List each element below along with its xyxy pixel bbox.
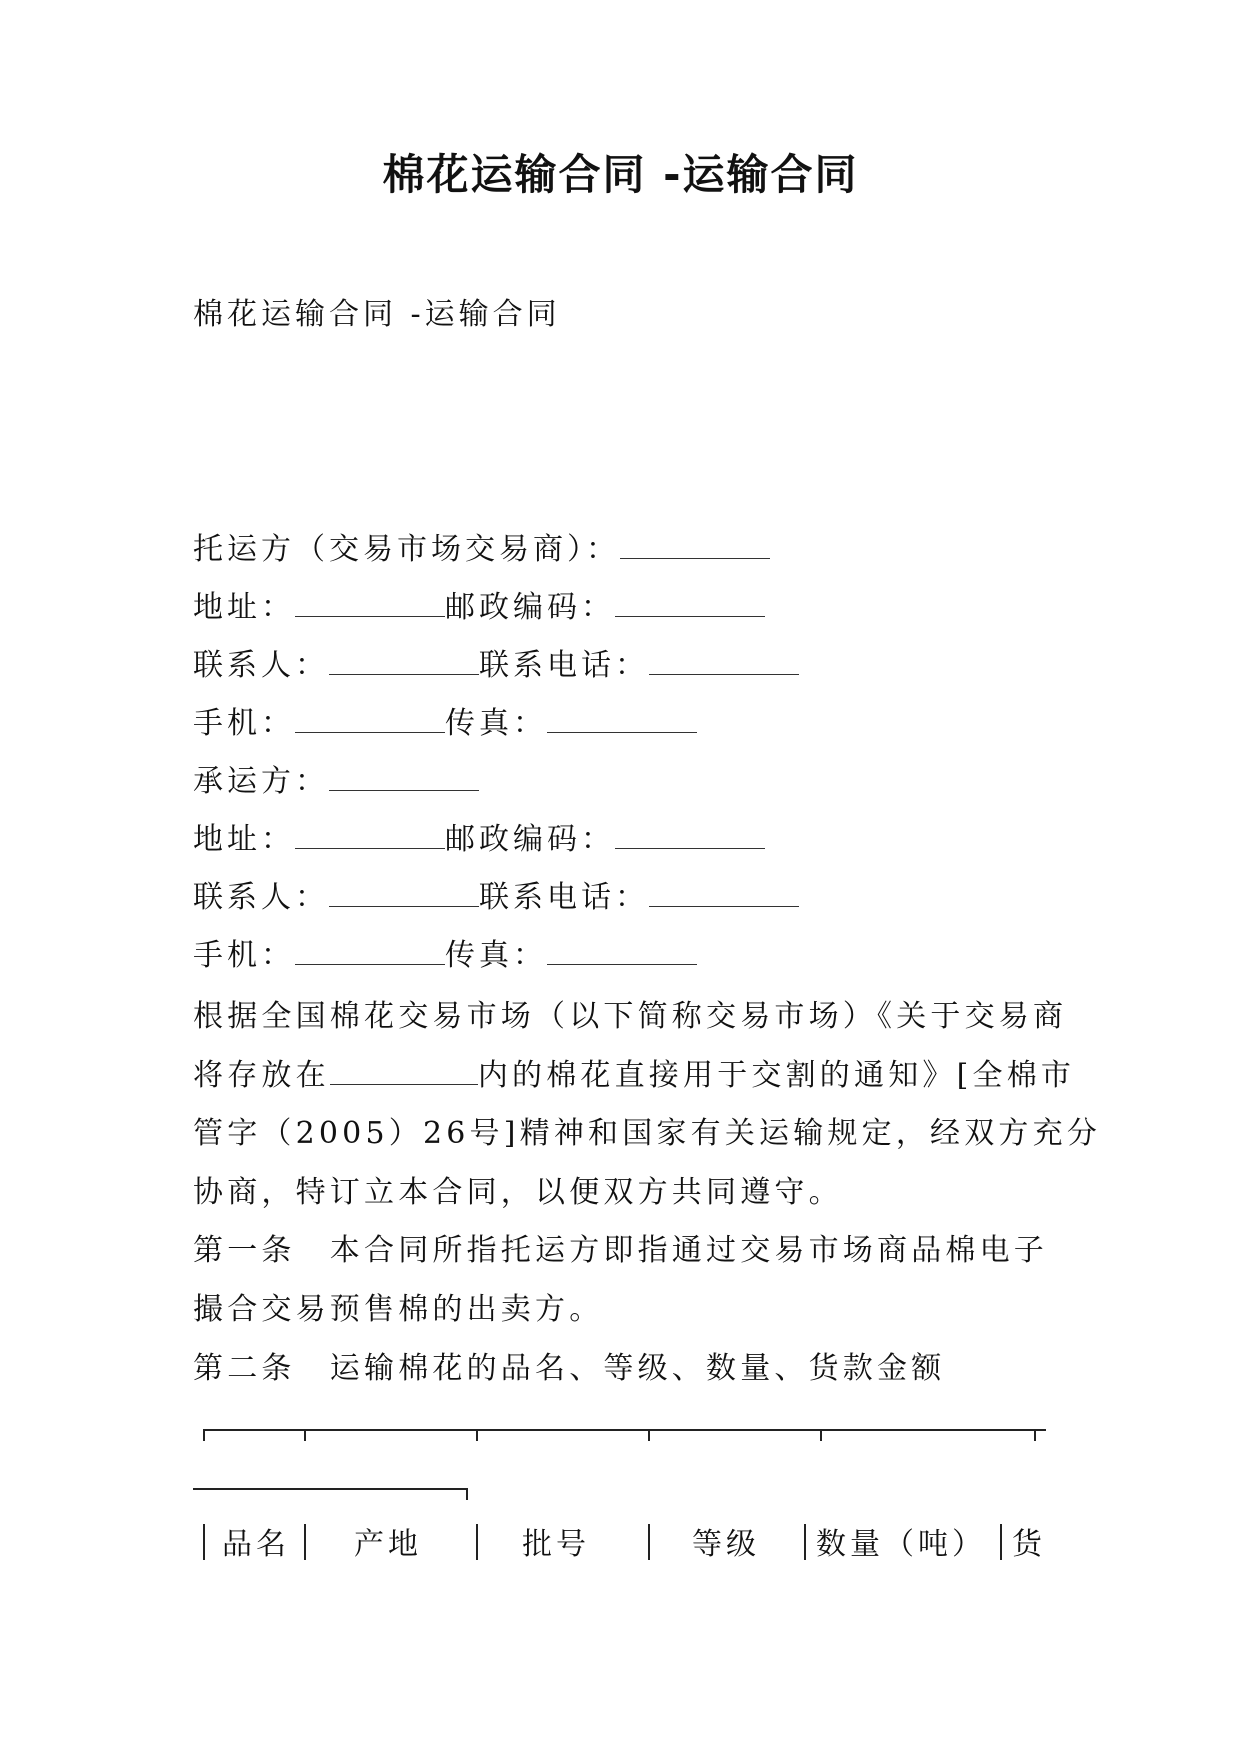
storage-location-blank[interactable] xyxy=(330,1058,478,1085)
table-col-sep xyxy=(804,1524,806,1560)
carrier-postcode-blank[interactable] xyxy=(615,822,765,849)
carrier-phone-blank[interactable] xyxy=(649,880,799,907)
shipper-mobile-row xyxy=(193,706,697,742)
shipper-phone-label: 联系电话： xyxy=(479,648,649,683)
preamble-line-2a: 将存放在 xyxy=(193,1057,330,1093)
carrier-fax-blank[interactable] xyxy=(547,938,697,965)
table-col-sep xyxy=(1000,1524,1002,1560)
shipper-address-label: 地址： xyxy=(193,590,295,625)
document-subtitle: 棉花运输合同 -运输合同 xyxy=(193,297,561,332)
table-corner-left xyxy=(203,1429,205,1441)
shipper-fax-blank[interactable] xyxy=(547,706,697,733)
table-wrap-border xyxy=(193,1488,467,1490)
table-col-sep xyxy=(203,1524,205,1560)
table-divider-tick xyxy=(476,1429,478,1441)
table-divider-tick xyxy=(820,1429,822,1441)
shipper-name-row xyxy=(193,532,770,568)
carrier-address-blank[interactable] xyxy=(295,822,445,849)
carrier-mobile-label: 手机： xyxy=(193,938,295,973)
shipper-postcode-label: 邮政编码： xyxy=(445,590,615,625)
article-2-line-1: 第二条 运输棉花的品名、等级、数量、货款金额 xyxy=(193,1350,946,1386)
table-header-goods: 货 xyxy=(1012,1527,1046,1562)
preamble-line-2 xyxy=(193,1047,1076,1106)
table-header-grade: 等级 xyxy=(692,1527,760,1562)
article-1-line-2: 撮合交易预售棉的出卖方。 xyxy=(193,1291,604,1327)
table-corner-right xyxy=(466,1488,468,1500)
table-divider-tick xyxy=(304,1429,306,1441)
shipper-contact-blank[interactable] xyxy=(329,648,479,675)
carrier-phone-label: 联系电话： xyxy=(479,880,649,915)
shipper-contact-label: 联系人： xyxy=(193,648,329,683)
table-col-sep xyxy=(476,1524,478,1560)
table-col-sep xyxy=(304,1524,306,1560)
carrier-contact-blank[interactable] xyxy=(329,880,479,907)
carrier-name-blank[interactable] xyxy=(329,764,479,791)
preamble-line-2b: 内的棉花直接用于交割的通知》[全棉市 xyxy=(477,1057,1076,1093)
table-divider-tick xyxy=(1034,1429,1036,1441)
carrier-name-label: 承运方： xyxy=(193,764,329,799)
shipper-name-blank[interactable] xyxy=(620,532,770,559)
shipper-postcode-blank[interactable] xyxy=(615,590,765,617)
preamble-line-3: 管字（2005）26号]精神和国家有关运输规定，经双方充分 xyxy=(193,1116,1102,1152)
carrier-mobile-blank[interactable] xyxy=(295,938,445,965)
shipper-name-label: 托运方（交易市场交易商）： xyxy=(193,532,620,567)
carrier-contact-label: 联系人： xyxy=(193,880,329,915)
shipper-phone-blank[interactable] xyxy=(649,648,799,675)
table-header-name: 品名 xyxy=(222,1527,290,1562)
shipper-fax-label: 传真： xyxy=(445,706,547,741)
shipper-mobile-label: 手机： xyxy=(193,706,295,741)
carrier-postcode-label: 邮政编码： xyxy=(445,822,615,857)
table-col-sep xyxy=(648,1524,650,1560)
table-header-quantity: 数量（吨） xyxy=(816,1527,986,1562)
shipper-address-row xyxy=(193,590,765,626)
shipper-address-blank[interactable] xyxy=(295,590,445,617)
shipper-mobile-blank[interactable] xyxy=(295,706,445,733)
table-divider-tick xyxy=(648,1429,650,1441)
shipper-contact-row xyxy=(193,648,799,684)
table-header-origin: 产地 xyxy=(354,1527,422,1562)
article-1-line-1: 第一条 本合同所指托运方即指通过交易市场商品棉电子 xyxy=(193,1233,1048,1269)
carrier-mobile-row xyxy=(193,938,697,974)
carrier-name-row xyxy=(193,764,479,800)
preamble-line-1: 根据全国棉花交易市场（以下简称交易市场）《关于交易商 xyxy=(193,999,1068,1034)
carrier-contact-row xyxy=(193,880,799,916)
carrier-address-label: 地址： xyxy=(193,822,295,857)
table-header-batch: 批号 xyxy=(522,1527,590,1562)
carrier-address-row xyxy=(193,822,765,858)
preamble-paragraph xyxy=(193,988,1102,1398)
carrier-fax-label: 传真： xyxy=(445,938,547,973)
preamble-line-4: 协商，特订立本合同，以便双方共同遵守。 xyxy=(193,1174,843,1210)
document-title: 棉花运输合同 -运输合同 xyxy=(382,150,859,199)
table-top-border xyxy=(203,1429,1046,1431)
